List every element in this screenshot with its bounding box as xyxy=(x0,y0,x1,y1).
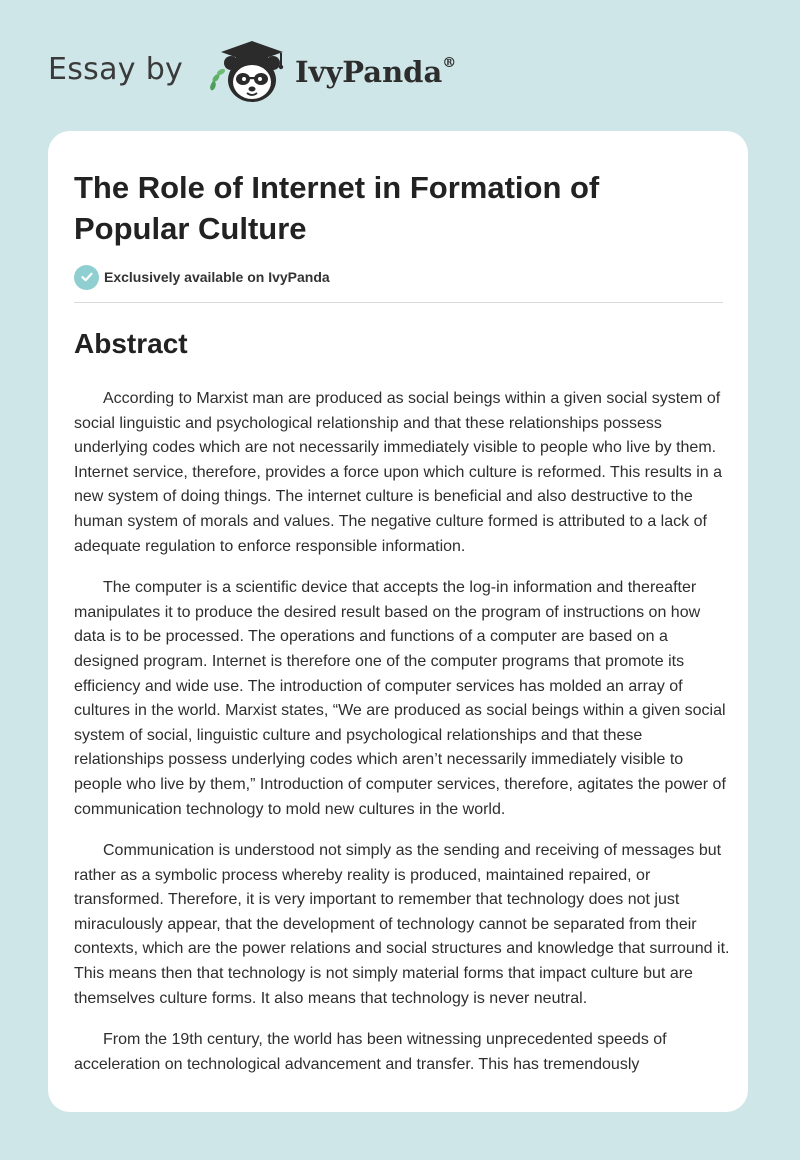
panda-logo-icon[interactable] xyxy=(203,36,293,106)
check-circle-icon xyxy=(74,265,99,290)
paragraph: From the 19th century, the world has been witnessing unprecedented speeds of acceleration on technological advancement and transfer. This has tremendously xyxy=(74,1031,667,1073)
essay-title: The Role of Internet in Formation of Popular Culture xyxy=(74,170,600,246)
paragraph: The computer is a scientific device that accepts the log-in information and thereafter manipulates it to produce the desired result based on the program of instructions on how data is to be processed. The operations and functions of a computer are based on a designed program. Internet is therefore one of the computer programs that promote its efficiency and wide use. The introduction of computer services has molded an array of cultures in the world. Marxist states, “We are produced as social beings within a given social system of social, linguistic culture and psychological relationships and that these relationships possess underlying codes which aren’t necessarily immediately visible to people who live by them,” Introduction of computer services, therefore, agitates the power of communication technology to mold new cultures in the world. xyxy=(74,579,726,818)
paragraph: Communication is understood not simply as the sending and receiving of messages but rather as a symbolic process whereby reality is produced, maintained repaired, or transformed. Therefore, it is very important to remember that technology does not just miraculously appear, that the development of technology cannot be separated from their contexts, which are the power relations and social structures and knowledge that surround it. This means then that technology is not simply material forms that impact culture but are themselves culture forms. It also means that technology is never neutral. xyxy=(74,842,730,1007)
registered-mark: ® xyxy=(442,55,457,72)
brand-name[interactable] xyxy=(295,55,456,89)
essay-by-label: Essay by xyxy=(48,52,184,87)
essay-body xyxy=(74,387,734,1094)
exclusive-badge xyxy=(74,264,330,290)
section-heading-abstract: Abstract xyxy=(74,328,188,359)
brand-text: IvyPanda xyxy=(295,55,443,89)
essay-card xyxy=(48,131,748,1112)
paragraph: According to Marxist man are produced as social beings within a given social system of social linguistic and psychological relationship and that these relationships possess underlying codes which are not necessarily immediately visible to people who live by them. Internet service, therefore, provides a force upon which culture is reformed. This results in a new system of doing things. The internet culture is beneficial and also destructive to the human system of morals and values. The negative culture formed is attributed to a lack of adequate regulation to enforce responsible information. xyxy=(74,390,723,555)
divider xyxy=(74,302,723,303)
badge-label: Exclusively available on IvyPanda xyxy=(104,269,330,285)
site-header xyxy=(48,36,648,106)
